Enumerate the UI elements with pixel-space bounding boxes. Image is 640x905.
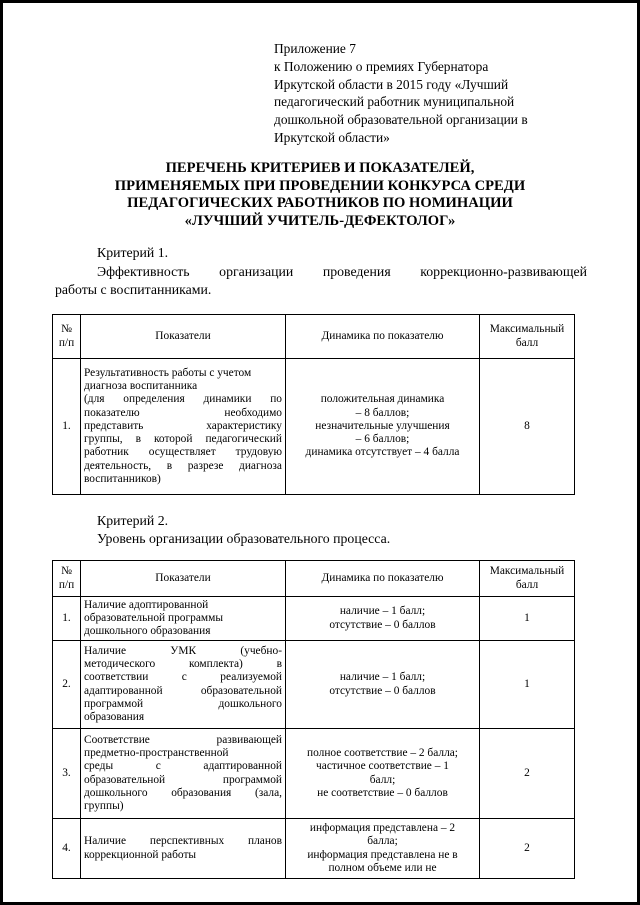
table-row <box>53 729 575 819</box>
dynamics-line: отсутствие – 0 баллов <box>329 684 436 697</box>
title-line: ПРИМЕНЯЕМЫХ ПРИ ПРОВЕДЕНИИ КОНКУРСА СРЕДИ <box>114 177 526 194</box>
indicator-line: воспитанников) <box>84 473 161 486</box>
dynamics-line: – 8 баллов; <box>355 406 410 419</box>
indicator-line: деятельность, в разрезе диагноза <box>84 459 282 472</box>
row-max-score: 1 <box>480 641 575 729</box>
indicator-line: среды с адаптированной <box>84 760 282 773</box>
criterion-1-desc-line: Эффективность организации проведения коррекционно-развивающей <box>97 264 587 279</box>
dynamics-line: полном объеме или не <box>328 861 437 874</box>
dynamics-line: отсутствие – 0 баллов <box>329 618 436 631</box>
row-num: 2. <box>53 641 81 729</box>
criterion-1-table <box>52 314 575 495</box>
indicator-line: образования <box>84 711 145 724</box>
appendix-line: Иркутской области в 2015 году «Лучший <box>274 76 509 92</box>
criterion-2-heading: Критерий 2. <box>97 513 169 528</box>
indicator-line: коррекционной работы <box>84 848 197 861</box>
criterion-1-description <box>55 263 587 299</box>
row-num: 3. <box>53 729 81 819</box>
indicator-line: образовательной программой <box>84 773 282 786</box>
table-row <box>53 641 575 729</box>
row-indicator <box>81 819 286 879</box>
indicator-line: группы, в которой педагогический <box>84 433 282 446</box>
indicator-line: предметно-пространственной <box>84 746 229 759</box>
indicator-line: группы) <box>84 800 124 813</box>
dynamics-line: полное соответствие – 2 балла; <box>307 746 458 759</box>
indicator-line: дошкольного образования <box>84 625 211 638</box>
appendix-line: к Положению о премиях Губернатора <box>274 58 489 74</box>
appendix-note <box>274 40 594 147</box>
indicator-line: адаптированной образовательной <box>84 684 282 697</box>
dynamics-line: – 6 баллов; <box>355 433 410 446</box>
appendix-line: педагогический работник муниципальной <box>274 94 515 110</box>
row-num: 1. <box>53 597 81 641</box>
row-dynamics <box>286 641 480 729</box>
row-dynamics <box>286 597 480 641</box>
row-max-score: 8 <box>480 359 575 495</box>
dynamics-line: незначительные улучшения <box>315 419 450 432</box>
indicator-line: Соответствие развивающей <box>84 733 282 746</box>
row-dynamics <box>286 819 480 879</box>
indicator-line: работник осуществляет трудовую <box>84 446 282 459</box>
row-max-score: 2 <box>480 819 575 879</box>
dynamics-line: информация представлена не в <box>307 848 458 861</box>
title-line: «ЛУЧШИЙ УЧИТЕЛЬ-ДЕФЕКТОЛОГ» <box>184 212 456 229</box>
appendix-line: дошкольной образовательной организации в <box>274 112 528 128</box>
indicator-line: методического комплекта) в <box>84 657 282 670</box>
row-indicator <box>81 729 286 819</box>
indicator-line: дошкольного образования (зала, <box>84 786 282 799</box>
scan-border-top <box>0 0 640 3</box>
criterion-2-description: Уровень организации образовательного процесса. <box>97 531 391 546</box>
appendix-line: Приложение 7 <box>274 41 356 56</box>
criterion-1-desc-line: работы с воспитанниками. <box>55 282 212 297</box>
indicator-line: программой дошкольного <box>84 697 282 710</box>
dynamics-line: информация представлена – 2 <box>309 821 456 834</box>
row-dynamics <box>286 359 480 495</box>
dynamics-line: динамика отсутствует – 4 балла <box>305 446 460 459</box>
header-indicator: Показатели <box>81 561 286 597</box>
header-num: № п/п <box>53 315 81 359</box>
row-max-score: 1 <box>480 597 575 641</box>
criterion-1-heading: Критерий 1. <box>97 245 169 260</box>
row-indicator <box>81 641 286 729</box>
dynamics-line: положительная динамика <box>320 393 445 406</box>
row-max-score: 2 <box>480 729 575 819</box>
criterion-2-table <box>52 560 575 879</box>
header-dynamics: Динамика по показателю <box>286 315 480 359</box>
header-max: Максимальный балл <box>480 315 575 359</box>
title-line: ПЕДАГОГИЧЕСКИХ РАБОТНИКОВ ПО НОМИНАЦИИ <box>127 195 513 211</box>
header-indicator: Показатели <box>81 315 286 359</box>
indicator-line: образовательной программы <box>84 611 223 624</box>
dynamics-line: частичное соответствие – 1 <box>316 760 449 773</box>
dynamics-line: не соответствие – 0 баллов <box>317 786 448 799</box>
header-num: № п/п <box>53 561 81 597</box>
indicator-line: соответствии с реализуемой <box>84 671 282 684</box>
table-header-row <box>53 315 575 359</box>
dynamics-line: балла; <box>367 835 398 848</box>
table-row <box>53 597 575 641</box>
row-num: 4. <box>53 819 81 879</box>
row-indicator <box>81 359 286 495</box>
indicator-line: показателю необходимо <box>84 406 282 419</box>
indicator-line: диагноза воспитанника <box>84 379 198 392</box>
indicator-line: (для определения динамики по <box>84 393 282 406</box>
appendix-line: Иркутской области» <box>274 129 390 145</box>
row-indicator <box>81 597 286 641</box>
title-line: ПЕРЕЧЕНЬ КРИТЕРИЕВ И ПОКАЗАТЕЛЕЙ, <box>165 160 475 176</box>
table-row <box>53 819 575 879</box>
indicator-line: Результативность работы с учетом <box>84 366 252 379</box>
scan-border-left <box>0 0 3 905</box>
dynamics-line: наличие – 1 балл; <box>339 605 426 618</box>
document-title <box>60 160 580 230</box>
header-dynamics: Динамика по показателю <box>286 561 480 597</box>
table-row <box>53 359 575 495</box>
dynamics-line: наличие – 1 балл; <box>339 671 426 684</box>
header-max: Максимальный балл <box>480 561 575 597</box>
table-header-row <box>53 561 575 597</box>
indicator-line: Наличие УМК (учебно- <box>84 644 282 657</box>
indicator-line: Наличие перспективных планов <box>84 835 282 848</box>
row-dynamics <box>286 729 480 819</box>
row-num: 1. <box>53 359 81 495</box>
dynamics-line: балл; <box>369 773 396 786</box>
indicator-line: Наличие адоптированной <box>84 598 209 611</box>
indicator-line: представить характеристику <box>84 419 282 432</box>
